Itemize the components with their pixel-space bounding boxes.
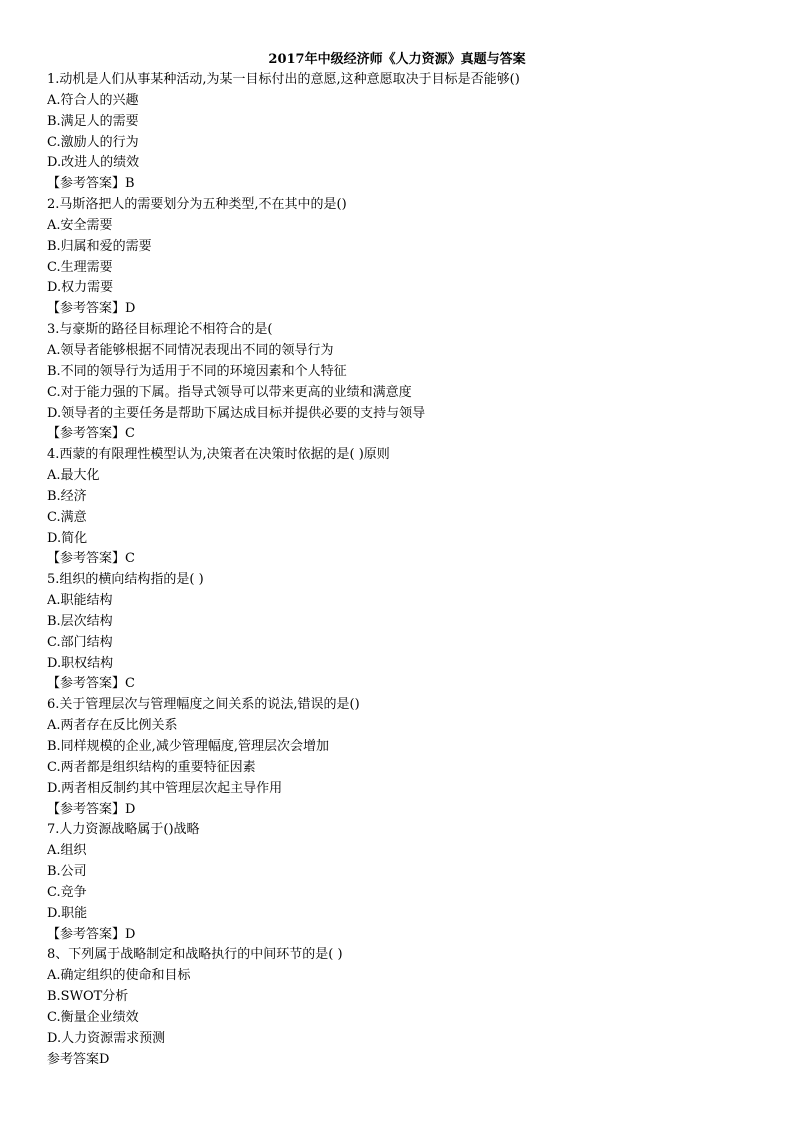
answer-option: D.职权结构 [47,655,114,671]
answer-option: C.衡量企业绩效 [47,1009,139,1025]
reference-answer: 【参考答案】C [47,551,135,567]
reference-answer: 【参考答案】D [47,926,136,942]
question-block [47,70,767,195]
answer-option: B.归属和爱的需要 [47,238,152,254]
question-stem: 4.西蒙的有限理性模型认为,决策者在决策时依据的是( )原则 [47,447,390,463]
answer-option: A.领导者能够根据不同情况表现出不同的领导行为 [47,342,334,358]
reference-answer: 【参考答案】D [47,801,136,817]
question-stem: 8、下列属于战略制定和战略执行的中间环节的是( ) [47,947,343,963]
answer-option: D.权力需要 [47,280,114,296]
answer-option: C.激励人的行为 [47,134,139,150]
answer-option: B.同样规模的企业,减少管理幅度,管理层次会增加 [47,739,329,754]
answer-option: D.职能 [47,905,88,921]
question-block [47,195,767,320]
question-block [47,695,767,820]
question-block [47,570,767,695]
answer-option: B.经济 [47,488,87,504]
reference-answer: 【参考答案】D [47,301,136,317]
answer-option: C.竞争 [47,884,87,900]
reference-answer: 【参考答案】B [47,176,135,192]
document-title: 2017年中级经济师《人力资源》真题与答案 [268,52,526,67]
reference-answer: 【参考答案】C [47,426,135,442]
answer-option: C.部门结构 [47,634,113,650]
answer-option: A.最大化 [47,468,100,484]
answer-option: C.满意 [47,509,87,525]
question-stem: 6.关于管理层次与管理幅度之间关系的说法,错误的是() [47,697,360,713]
question-list [47,70,767,1071]
answer-option: A.职能结构 [47,593,113,609]
reference-answer: 参考答案D [47,1051,110,1067]
answer-option: A.组织 [47,843,87,859]
question-stem: 7.人力资源战略属于()战略 [47,822,200,838]
answer-option: B.公司 [47,864,87,880]
question-block [47,945,767,1070]
answer-option: B.不同的领导行为适用于不同的环境因素和个人特征 [47,363,347,379]
question-stem: 5.组织的横向结构指的是( ) [47,572,204,588]
answer-option: A.确定组织的使命和目标 [47,968,191,984]
answer-option: B.层次结构 [47,613,113,629]
question-stem: 2.马斯洛把人的需要划分为五种类型,不在其中的是() [47,197,347,213]
answer-option: B.满足人的需要 [47,113,139,129]
answer-option: A.两者存在反比例关系 [47,718,178,734]
answer-option: C.生理需要 [47,259,113,275]
answer-option: D.简化 [47,530,88,546]
answer-option: A.安全需要 [47,217,113,233]
answer-option: C.对于能力强的下属。指导式领导可以带来更高的业绩和满意度 [47,384,412,400]
answer-option: C.两者都是组织结构的重要特征因素 [47,759,256,775]
question-block [47,320,767,445]
answer-option: D.领导者的主要任务是帮助下属达成目标并提供必要的支持与领导 [47,405,426,421]
question-block [47,820,767,945]
question-block [47,445,767,570]
answer-option: A.符合人的兴趣 [47,92,139,108]
question-stem: 3.与豪斯的路径目标理论不相符合的是( [47,322,273,338]
answer-option: D.人力资源需求预测 [47,1030,166,1046]
question-stem: 1.动机是人们从事某种活动,为某一目标付出的意愿,这种意愿取决于目标是否能够() [47,72,520,87]
answer-option: D.两者相反制约其中管理层次起主导作用 [47,780,283,796]
answer-option: B.SWOT分析 [47,989,129,1005]
answer-option: D.改进人的绩效 [47,155,140,171]
reference-answer: 【参考答案】C [47,676,135,692]
